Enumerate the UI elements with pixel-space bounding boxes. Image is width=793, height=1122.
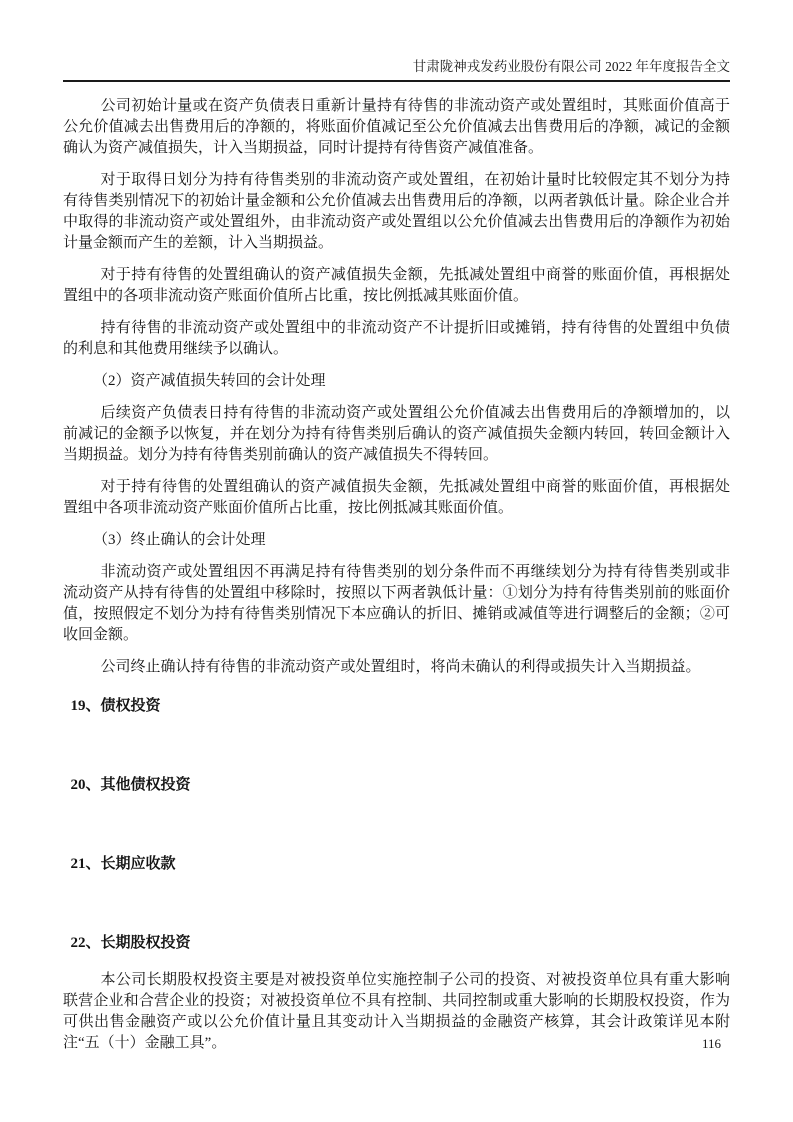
paragraph-reclassification-measurement: 非流动资产或处置组因不再满足持有待售类别的划分条件而不再继续划分为持有待售类别或非流动资产从持有待售的处置组中移除时，按照以下两者孰低计量：①划分为持有待售类别前的账面价值，按照假定不划分为持有待售类别情况下本应确认的折旧、摊销或减值等进行调整后的金额；②可收回金额。: [63, 564, 730, 643]
empty-section-21: [63, 891, 730, 915]
sub-heading-derecognition: （3）终止确认的会计处理: [93, 532, 266, 548]
page-header: [63, 0, 730, 82]
paragraph-acquisition-date-classification: 对于取得日划分为持有待售类别的非流动资产或处置组，在初始计量时比较假定其不划分为持有待售类别情况下的初始计量金额和公允价值减去出售费用后的净额，以两者孰低计量。除企业合并中取得的非流动资产或处置组外，由非流动资产或处置组以公允价值减去出售费用后的净额作为初始计量金额而产生的差额，计入当期损益。: [63, 172, 730, 251]
page-content: [63, 82, 730, 1054]
header-title: 甘肃陇神戎发药业股份有限公司 2022 年年度报告全文: [412, 59, 730, 74]
page-number: 116: [701, 1036, 721, 1051]
sub-heading-impairment-reversal: （2）资产减值损失转回的会计处理: [93, 373, 326, 389]
paragraph-reversal-treatment: 后续资产负债表日持有待售的非流动资产或处置组公允价值减去出售费用后的净额增加的，以前减记的金额予以恢复，并在划分为持有待售类别后确认的资产减值损失金额内转回，转回金额计入当期损益。划分为持有待售类别前确认的资产减值损失不得转回。: [63, 405, 730, 463]
paragraph-held-for-sale-measurement: 公司初始计量或在资产负债表日重新计量持有待售的非流动资产或处置组时，其账面价值高于公允价值减去出售费用后的净额的，将账面价值减记至公允价值减去出售费用后的净额，减记的金额确认为资产减值损失，计入当期损益，同时计提持有待售资产减值准备。: [63, 98, 730, 156]
section-heading-20-other-debt-investment: 20、其他债权投资: [70, 777, 191, 793]
empty-section-20: [63, 812, 730, 836]
paragraph-impairment-allocation-2: 对于持有待售的处置组确认的资产减值损失金额，先抵减处置组中商誉的账面价值，再根据处置组中各项非流动资产账面价值所占比重，按比例抵减其账面价值。: [63, 479, 730, 516]
empty-section-19: [63, 733, 730, 757]
section-heading-21-long-term-receivables: 21、长期应收款: [70, 856, 176, 872]
paragraph-derecognition-gain-loss: 公司终止确认持有待售的非流动资产或处置组时，将尚未确认的利得或损失计入当期损益。: [100, 659, 701, 675]
section-heading-22-long-term-equity-investment: 22、长期股权投资: [70, 935, 191, 951]
paragraph-long-term-equity-investment: 本公司长期股权投资主要是对被投资单位实施控制子公司的投资、对被投资单位具有重大影响联营企业和合营企业的投资；对被投资单位不具有控制、共同控制或重大影响的长期股权投资，作为可供出售金融资产或以公允价值计量且其变动计入当期损益的金融资产核算，其会计政策详见本附注“五（十）金融工具”。: [63, 972, 730, 1051]
paragraph-no-depreciation: 持有待售的非流动资产或处置组中的非流动资产不计提折旧或摊销，持有待售的处置组中负债的利息和其他费用继续予以确认。: [63, 320, 730, 357]
section-heading-19-debt-investment: 19、债权投资: [70, 698, 161, 714]
paragraph-impairment-allocation: 对于持有待售的处置组确认的资产减值损失金额，先抵减处置组中商誉的账面价值，再根据处置组中的各项非流动资产账面价值所占比重，按比例抵减其账面价值。: [63, 267, 730, 304]
